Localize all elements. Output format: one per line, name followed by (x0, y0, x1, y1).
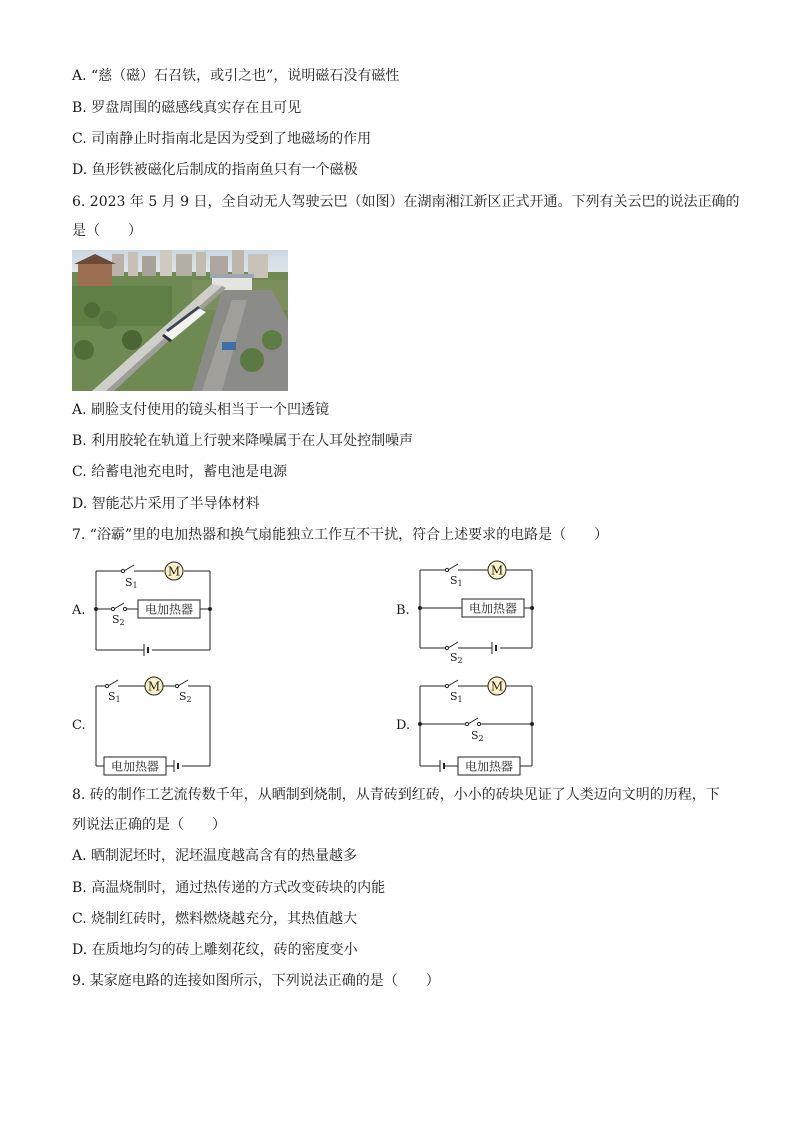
circuit-b-heater: 电加热器 (468, 601, 518, 616)
q6-option-c: C. 给蓄电池充电时，蓄电池是电源 (72, 464, 288, 480)
circuit-c-label: C. (72, 718, 86, 733)
circuit-c-s1-sub: 1 (115, 695, 121, 704)
q8-option-b: B. 高温烧制时，通过热传递的方式改变砖块的内能 (72, 880, 386, 896)
q5-option-b: B. 罗盘周围的磁感线真实存在且可见 (72, 100, 302, 116)
q5-option-c: C. 司南静止时指南北是因为受到了地磁场的作用 (72, 131, 372, 147)
circuit-d-motor: M (490, 679, 504, 694)
circuit-a-label: A. (72, 603, 86, 618)
svg-text:S1 (108, 690, 121, 704)
circuit-c-s1: S (108, 690, 116, 703)
q6-stem-line1: 6. 2023 年 5 月 9 日，全自动无人驾驶云巴（如图）在湖南湘江新区正式开通。下列有关云巴的说法正确的 (72, 194, 740, 210)
q8-option-a: A. 晒制泥坯时，泥坯温度越高含有的热量越多 (72, 848, 358, 864)
circuit-b-s2-sub: 2 (457, 656, 463, 664)
q5-option-d: D. 鱼形铁被磁化后制成的指南鱼只有一个磁极 (72, 162, 358, 178)
circuit-b-s2: S (450, 651, 458, 664)
circuit-c (86, 672, 220, 780)
cloud-bus-photo (72, 250, 288, 391)
circuit-a-heater: 电加热器 (144, 602, 194, 617)
circuit-b-s1: S (450, 574, 458, 587)
circuit-a (86, 556, 220, 664)
svg-text:S2 (112, 613, 125, 627)
q7-stem: 7. “浴霸”里的电加热器和换气扇能独立工作互不干扰，符合上述要求的电路是（ ） (72, 527, 609, 543)
circuit-c-motor: M (147, 679, 161, 694)
circuit-a-s1: S (125, 576, 133, 589)
q8-option-c: C. 烧制红砖时，燃料燃烧越充分，其热值越大 (72, 911, 358, 927)
svg-text:S2 (471, 729, 484, 743)
svg-text:S2 (179, 690, 192, 704)
circuit-d-s1: S (450, 690, 458, 703)
circuit-b-label: B. (396, 603, 410, 618)
circuit-d-heater: 电加热器 (464, 759, 514, 774)
circuit-d-s2-sub: 2 (478, 734, 484, 743)
circuit-c-heater: 电加热器 (110, 759, 160, 774)
circuit-c-s2: S (179, 690, 187, 703)
svg-text:S1 (450, 690, 463, 704)
q6-option-b: B. 利用胶轮在轨道上行驶来降噪属于在人耳处控制噪声 (72, 433, 414, 449)
circuit-d-s1-sub: 1 (457, 695, 463, 704)
circuit-a-s2-sub: 2 (119, 618, 125, 627)
q6-stem-line2: 是（ ） (72, 223, 142, 239)
cloud-bus-photo-drawing (72, 250, 288, 391)
circuit-a-s1-sub: 1 (132, 581, 138, 590)
circuit-b (410, 556, 544, 664)
circuit-d (410, 672, 544, 780)
q6-option-d: D. 智能芯片采用了半导体材料 (72, 496, 260, 512)
q8-stem-line2: 列说法正确的是（ ） (72, 817, 226, 833)
q9-stem: 9. 某家庭电路的连接如图所示，下列说法正确的是（ ） (72, 973, 440, 989)
circuit-b-motor: M (490, 563, 504, 578)
circuit-a-s2: S (112, 613, 120, 626)
circuit-b-s1-sub: 1 (457, 579, 463, 588)
circuit-d-label: D. (396, 718, 411, 733)
circuit-d-s2: S (471, 729, 479, 742)
q8-option-d: D. 在质地均匀的砖上雕刻花纹，砖的密度变小 (72, 942, 358, 958)
q8-stem-line1: 8. 砖的制作工艺流传数千年，从晒制到烧制，从青砖到红砖，小小的砖块见证了人类迈向文明的历程，下 (72, 787, 720, 803)
svg-text:S1 (125, 576, 138, 590)
circuit-c-s2-sub: 2 (186, 695, 192, 704)
svg-text:S2 (450, 651, 463, 664)
circuit-a-motor: M (167, 564, 181, 579)
q6-option-a: A. 刷脸支付使用的镜头相当于一个凹透镜 (72, 402, 330, 418)
q5-option-a: A. “慈（磁）石召铁，或引之也”，说明磁石没有磁性 (72, 68, 400, 84)
svg-text:S1 (450, 574, 463, 588)
